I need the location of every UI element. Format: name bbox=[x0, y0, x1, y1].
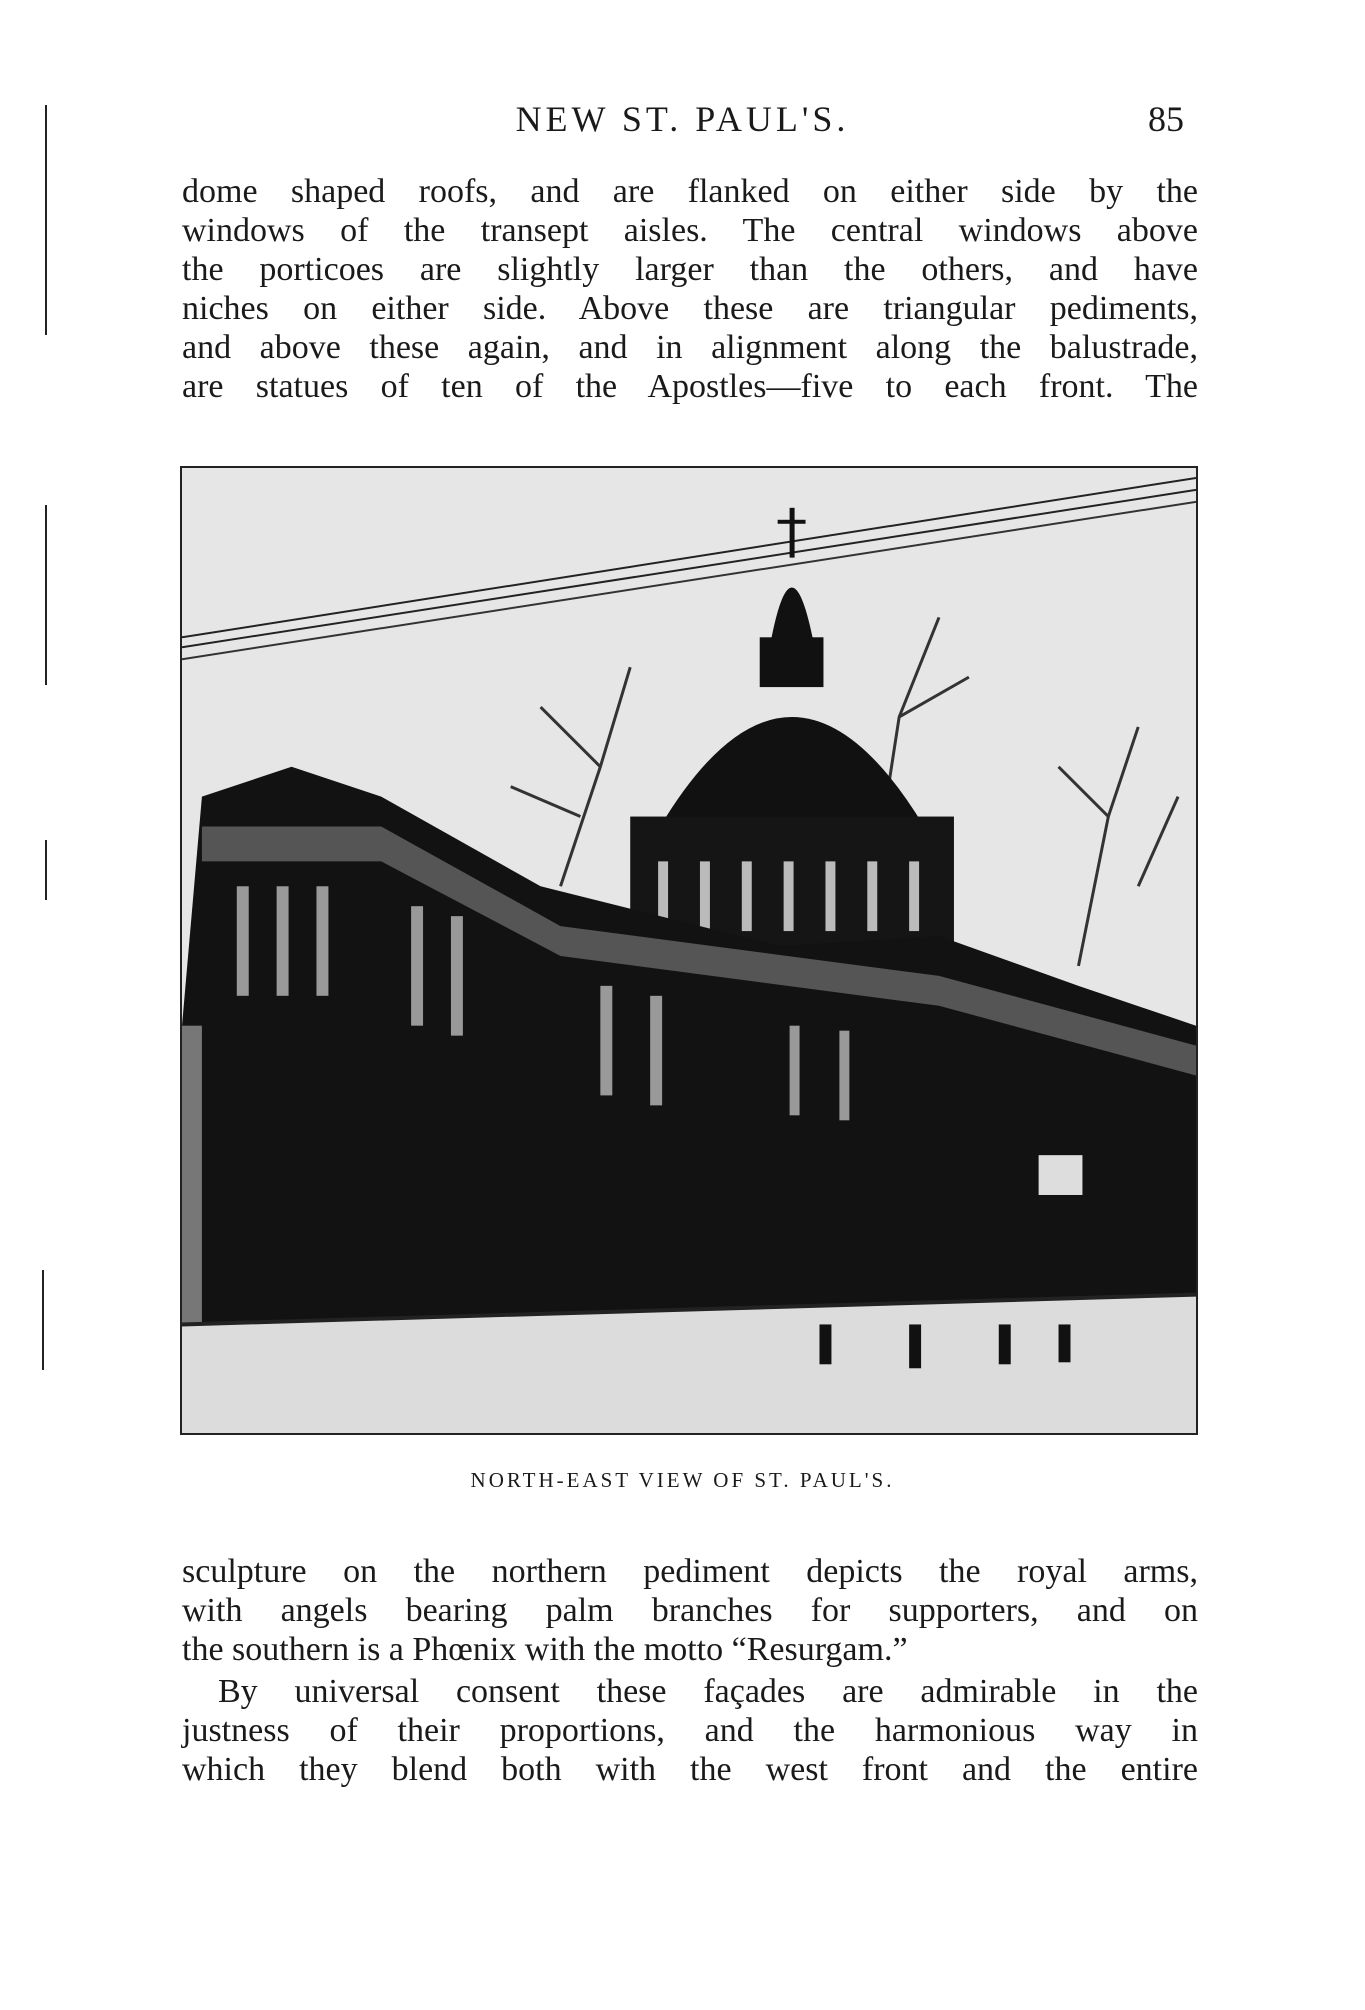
body-paragraph-bottom-2 bbox=[182, 1672, 1198, 1789]
text-line: justness of their proportions, and the harmonious way in bbox=[182, 1712, 1198, 1749]
margin-mark bbox=[45, 105, 47, 335]
page-number: 85 bbox=[1148, 99, 1184, 139]
text-line: are statues of ten of the Apostles—five to each front. The bbox=[182, 368, 1198, 405]
text-line: the porticoes are slightly larger than the others, and have bbox=[182, 251, 1198, 288]
text-line: By universal consent these façades are admirable in the bbox=[218, 1673, 1198, 1710]
margin-mark bbox=[45, 505, 47, 685]
text-line: dome shaped roofs, and are flanked on either side by the bbox=[182, 173, 1198, 210]
text-line: sculpture on the northern pediment depicts the royal arms, bbox=[182, 1553, 1198, 1590]
text-line: niches on either side. Above these are triangular pediments, bbox=[182, 290, 1198, 327]
text-line: the southern is a Phœnix with the motto “Resurgam.” bbox=[182, 1631, 908, 1668]
margin-mark bbox=[45, 840, 47, 900]
running-header: NEW ST. PAUL'S. bbox=[515, 99, 850, 139]
figure-caption: NORTH-EAST VIEW OF ST. PAUL'S. bbox=[470, 1468, 895, 1492]
body-paragraph-bottom-1 bbox=[182, 1552, 1198, 1669]
cathedral-photograph bbox=[180, 466, 1198, 1435]
text-line: windows of the transept aisles. The central windows above bbox=[182, 212, 1198, 249]
text-line: with angels bearing palm branches for supporters, and on bbox=[182, 1592, 1198, 1629]
text-line: and above these again, and in alignment along the balustrade, bbox=[182, 329, 1198, 366]
text-line: which they blend both with the west front and the entire bbox=[182, 1751, 1198, 1788]
body-paragraph-top bbox=[182, 172, 1198, 406]
margin-mark bbox=[42, 1270, 44, 1370]
